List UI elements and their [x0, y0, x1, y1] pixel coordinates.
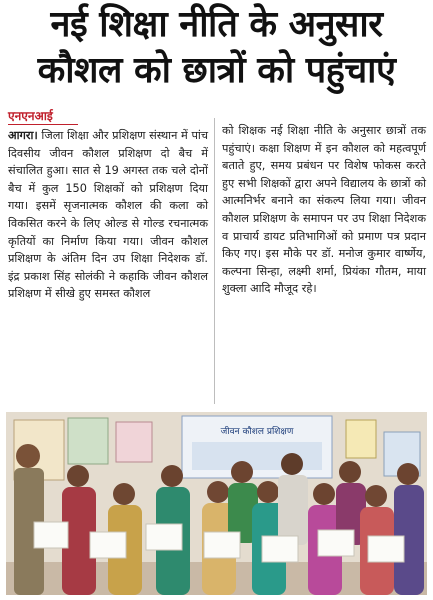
left-column-text: जिला शिक्षा और प्रशिक्षण संस्थान में पांच दिवसीय जीवन कौशल प्रशिक्षण दो बैच में संचालित हुआ। सात से 19 अगस्त तक चले दोनों बैच में कुल 150 शिक्षकों को प्रशिक्षण दिया गया। इसमें सृजनात्मक कौशल की कला को विकसित करने के लिए ओल्ड से गोल्ड रचनात्मक कृतियों का निर्माण किया गया। जीवन कौशल प्रशिक्षण के अंतिम दिन उप शिक्षा निदेशक डॉ. इंद्र प्रकाश सिंह सोलंकी ने कहाकि जीवन कौशल प्रशिक्षण में सीखे हुए समस्त कौशल [8, 129, 209, 301]
banner-text: जीवन कौशल प्रशिक्षण [220, 427, 294, 437]
dateline: आगरा। [8, 129, 38, 142]
headline-line-2: कौशल को छात्रों को पहुंचाएं [37, 50, 396, 91]
right-column-text: को शिक्षक नई शिक्षा नीति के अनुसार छात्रों तक पहुंचाएं। कक्षा शिक्षण में इन कौशल को महत्वपूर्ण बताते हुए, समय प्रबंधन पर विशेष फोकस करते हुए सभी शिक्षकों द्वारा अपने विद्यालय के छात्रों को आत्मनिर्भर बनाने का संकल्प लिया गया। जीवन कौशल प्रशिक्षण के समापन पर उप शिक्षा निदेशक व प्राचार्य डायट प्रतिभागिओं को प्रमाण पत्र प्रदान किए गए। इस मौके पर डॉ. मनोज कुमार वार्ष्णेय, कल्पना सिन्हा, लक्ष्मी शर्मा, प्रियंका गौतम, माया शुक्ला आदि मौजूद रहे। [222, 124, 426, 296]
column-divider [214, 118, 215, 404]
byline: एनएनआई [8, 108, 78, 125]
photo-illustration [6, 412, 427, 595]
news-photo [6, 412, 427, 595]
article-column-left [8, 108, 208, 303]
headline-line-1: नई शिक्षा नीति के अनुसार [50, 4, 383, 45]
headline [0, 2, 433, 94]
article-column-right [222, 122, 426, 298]
article-body [0, 108, 433, 408]
